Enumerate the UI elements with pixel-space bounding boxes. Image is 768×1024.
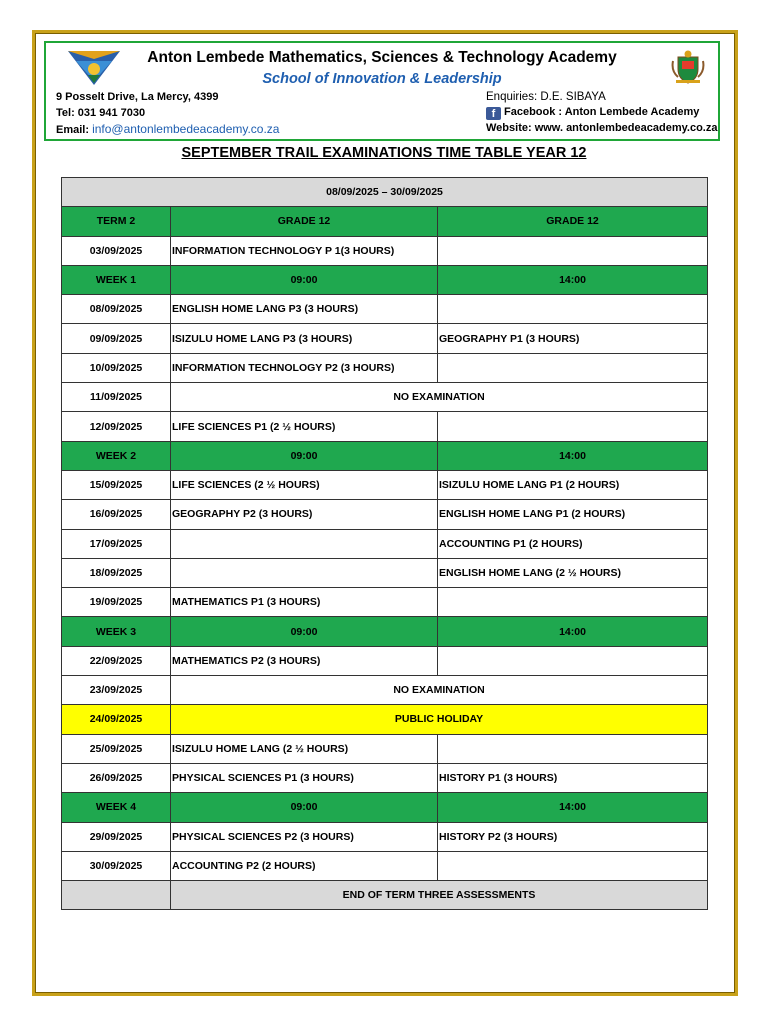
exam-cell: ENGLISH HOME LANG P3 (3 HOURS): [171, 295, 438, 324]
date-cell: 15/09/2025: [62, 470, 171, 499]
exam-cell: [438, 353, 708, 382]
date-cell: 17/09/2025: [62, 529, 171, 558]
table-row: [62, 265, 708, 294]
telephone: Tel: 031 941 7030: [56, 107, 146, 119]
exam-cell: LIFE SCIENCES P1 (2 ½ HOURS): [171, 412, 438, 441]
table-row: [62, 470, 708, 499]
date-cell: 25/09/2025: [62, 734, 171, 763]
table-row: [62, 793, 708, 822]
table-row: [62, 412, 708, 441]
exam-cell: [438, 851, 708, 880]
exam-cell: 14:00: [438, 617, 708, 646]
exam-cell: GEOGRAPHY P1 (3 HOURS): [438, 324, 708, 353]
table-row: [62, 441, 708, 470]
exam-cell: [438, 734, 708, 763]
exam-cell: 14:00: [438, 265, 708, 294]
date-cell: 24/09/2025: [62, 705, 171, 734]
table-row: [62, 324, 708, 353]
table-row: [62, 295, 708, 324]
exam-cell: 14:00: [438, 793, 708, 822]
date-cell: WEEK 4: [62, 793, 171, 822]
exam-cell: ACCOUNTING P1 (2 HOURS): [438, 529, 708, 558]
exam-cell: [438, 412, 708, 441]
exam-timetable: [61, 177, 708, 910]
table-row: [62, 646, 708, 675]
date-cell: TERM 2: [62, 207, 171, 236]
exam-cell: MATHEMATICS P2 (3 HOURS): [171, 646, 438, 675]
date-cell: [62, 881, 171, 910]
table-row: [62, 822, 708, 851]
exam-cell: MATHEMATICS P1 (3 HOURS): [171, 588, 438, 617]
exam-cell: ENGLISH HOME LANG P1 (2 HOURS): [438, 500, 708, 529]
exam-cell: [438, 295, 708, 324]
table-row: [62, 529, 708, 558]
facebook-line: [486, 106, 699, 120]
exam-cell: 09:00: [171, 441, 438, 470]
exam-cell: ENGLISH HOME LANG (2 ½ HOURS): [438, 558, 708, 587]
exam-cell: [438, 236, 708, 265]
exam-cell: [438, 588, 708, 617]
exam-cell: ACCOUNTING P2 (2 HOURS): [171, 851, 438, 880]
date-cell: 10/09/2025: [62, 353, 171, 382]
date-cell: WEEK 2: [62, 441, 171, 470]
exam-cell: [438, 646, 708, 675]
table-row: [62, 881, 708, 910]
school-tagline: School of Innovation & Leadership: [262, 71, 502, 87]
table-row: [62, 676, 708, 705]
exam-cell: INFORMATION TECHNOLOGY P2 (3 HOURS): [171, 353, 438, 382]
exam-cell: HISTORY P1 (3 HOURS): [438, 763, 708, 792]
exam-cell: GRADE 12: [171, 207, 438, 236]
date-cell: 22/09/2025: [62, 646, 171, 675]
exam-cell: GEOGRAPHY P2 (3 HOURS): [171, 500, 438, 529]
exam-cell: ISIZULU HOME LANG P3 (3 HOURS): [171, 324, 438, 353]
letterhead: [44, 41, 720, 141]
date-cell: 12/09/2025: [62, 412, 171, 441]
date-cell: 18/09/2025: [62, 558, 171, 587]
date-cell: 08/09/2025: [62, 295, 171, 324]
table-row: [62, 588, 708, 617]
table-row: [62, 851, 708, 880]
table-row: [62, 705, 708, 734]
merged-cell: NO EXAMINATION: [171, 676, 708, 705]
date-cell: 16/09/2025: [62, 500, 171, 529]
document-title: SEPTEMBER TRAIL EXAMINATIONS TIME TABLE YEAR 12: [181, 145, 587, 161]
exam-cell: [171, 529, 438, 558]
address: 9 Posselt Drive, La Mercy, 4399: [56, 91, 219, 103]
table-row: [62, 353, 708, 382]
table-row: [62, 207, 708, 236]
exam-cell: PHYSICAL SCIENCES P1 (3 HOURS): [171, 763, 438, 792]
date-cell: 03/09/2025: [62, 236, 171, 265]
enquiries: Enquiries: D.E. SIBAYA: [486, 91, 606, 103]
table-row: [62, 734, 708, 763]
school-name: Anton Lembede Mathematics, Sciences & Technology Academy: [147, 49, 617, 66]
merged-cell: END OF TERM THREE ASSESSMENTS: [171, 881, 708, 910]
table-row: [62, 383, 708, 412]
facebook-icon: f: [486, 107, 501, 120]
date-cell: 09/09/2025: [62, 324, 171, 353]
table-row: [62, 763, 708, 792]
exam-cell: [171, 558, 438, 587]
table-row: [62, 558, 708, 587]
email-label: Email:: [56, 124, 90, 136]
merged-cell: NO EXAMINATION: [171, 383, 708, 412]
date-cell: 23/09/2025: [62, 676, 171, 705]
date-cell: 19/09/2025: [62, 588, 171, 617]
merged-cell: PUBLIC HOLIDAY: [171, 705, 708, 734]
date-cell: 29/09/2025: [62, 822, 171, 851]
exam-cell: ISIZULU HOME LANG (2 ½ HOURS): [171, 734, 438, 763]
exam-cell: 09:00: [171, 617, 438, 646]
exam-cell: HISTORY P2 (3 HOURS): [438, 822, 708, 851]
date-range-row: [62, 178, 708, 207]
email-link[interactable]: info@antonlembedeacademy.co.za: [92, 122, 280, 136]
date-cell: 26/09/2025: [62, 763, 171, 792]
exam-cell: 14:00: [438, 441, 708, 470]
date-cell: 11/09/2025: [62, 383, 171, 412]
email-line: [56, 122, 279, 136]
date-cell: WEEK 1: [62, 265, 171, 294]
date-range: 08/09/2025 – 30/09/2025: [62, 178, 708, 207]
exam-cell: GRADE 12: [438, 207, 708, 236]
date-cell: WEEK 3: [62, 617, 171, 646]
exam-cell: ISIZULU HOME LANG P1 (2 HOURS): [438, 470, 708, 499]
website[interactable]: Website: www. antonlembedeacademy.co.za: [486, 122, 718, 134]
exam-cell: 09:00: [171, 265, 438, 294]
date-cell: 30/09/2025: [62, 851, 171, 880]
exam-cell: INFORMATION TECHNOLOGY P 1(3 HOURS): [171, 236, 438, 265]
exam-cell: PHYSICAL SCIENCES P2 (3 HOURS): [171, 822, 438, 851]
exam-cell: LIFE SCIENCES (2 ½ HOURS): [171, 470, 438, 499]
exam-cell: 09:00: [171, 793, 438, 822]
table-row: [62, 500, 708, 529]
table-row: [62, 236, 708, 265]
table-row: [62, 617, 708, 646]
facebook-text[interactable]: Facebook : Anton Lembede Academy: [504, 106, 700, 118]
